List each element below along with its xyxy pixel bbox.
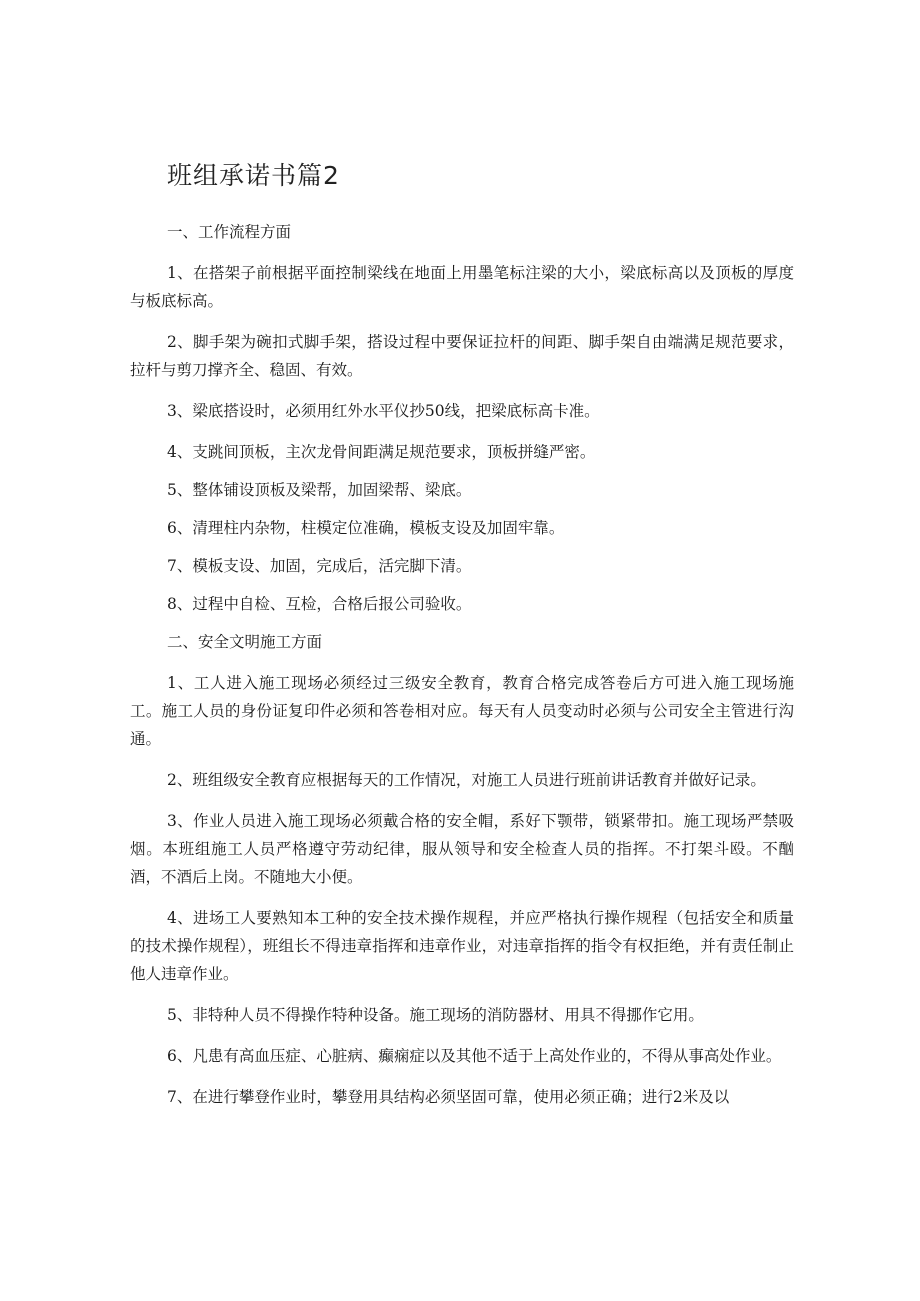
document-title: 班组承诺书篇2: [167, 161, 340, 190]
section-heading-safety: 二、安全文明施工方面: [167, 633, 323, 651]
paragraph-workflow-2: 2、脚手架为碗扣式脚手架，搭设过程中要保证拉杆的间距、脚手架自由端满足规范要求，拉杆与剪刀撑齐全、稳固、有效。: [130, 333, 794, 379]
paragraph-safety-1: 1、工人进入施工现场必须经过三级安全教育，教育合格完成答卷后方可进入施工现场施工。施工人员的身份证复印件必须和答卷相对应。每天有人员变动时必须与公司安全主管进行沟通。: [130, 674, 794, 748]
paragraph-safety-3: 3、作业人员进入施工现场必须戴合格的安全帽，系好下颚带，锁紧带扣。施工现场严禁吸烟。本班组施工人员严格遵守劳动纪律，服从领导和安全检查人员的指挥。不打架斗殴。不酗酒，不酒后上岗。不随地大小便。: [130, 812, 794, 886]
paragraph-safety-4: 4、进场工人要熟知本工种的安全技术操作规程，并应严格执行操作规程（包括安全和质量的技术操作规程），班组长不得违章指挥和违章作业，对违章指挥的指令有权拒绝，并有责任制止他人违章作业。: [130, 909, 794, 983]
paragraph-workflow-6: 6、清理柱内杂物，柱模定位准确，模板支设及加固牢靠。: [167, 519, 565, 537]
section-heading-workflow: 一、工作流程方面: [167, 223, 292, 241]
paragraph-workflow-5: 5、整体铺设顶板及梁帮，加固梁帮、梁底。: [167, 481, 472, 499]
document-body: [130, 218, 794, 1111]
paragraph-workflow-3: 3、梁底搭设时，必须用红外水平仪抄50线，把梁底标高卡准。: [167, 402, 600, 420]
paragraph-workflow-8: 8、过程中自检、互检，合格后报公司验收。: [167, 595, 472, 613]
paragraph-workflow-1: 1、在搭架子前根据平面控制梁线在地面上用墨笔标注梁的大小，梁底标高以及顶板的厚度与板底标高。: [130, 264, 794, 310]
paragraph-safety-2: 2、班组级安全教育应根据每天的工作情况，对施工人员进行班前讲话教育并做好记录。: [167, 771, 766, 789]
paragraph-workflow-4: 4、支跳间顶板，主次龙骨间距满足规范要求，顶板拼缝严密。: [167, 443, 596, 461]
paragraph-safety-6: 6、凡患有高血压症、心脏病、癫痫症以及其他不适于上高处作业的，不得从事高处作业。: [167, 1047, 782, 1065]
paragraph-workflow-7: 7、模板支设、加固，完成后，活完脚下清。: [167, 557, 472, 575]
paragraph-safety-5: 5、非特种人员不得操作特种设备。施工现场的消防器材、用具不得挪作它用。: [167, 1006, 704, 1024]
paragraph-safety-7: 7、在进行攀登作业时，攀登用具结构必须坚固可靠，使用必须正确；进行2米及以: [167, 1088, 730, 1106]
